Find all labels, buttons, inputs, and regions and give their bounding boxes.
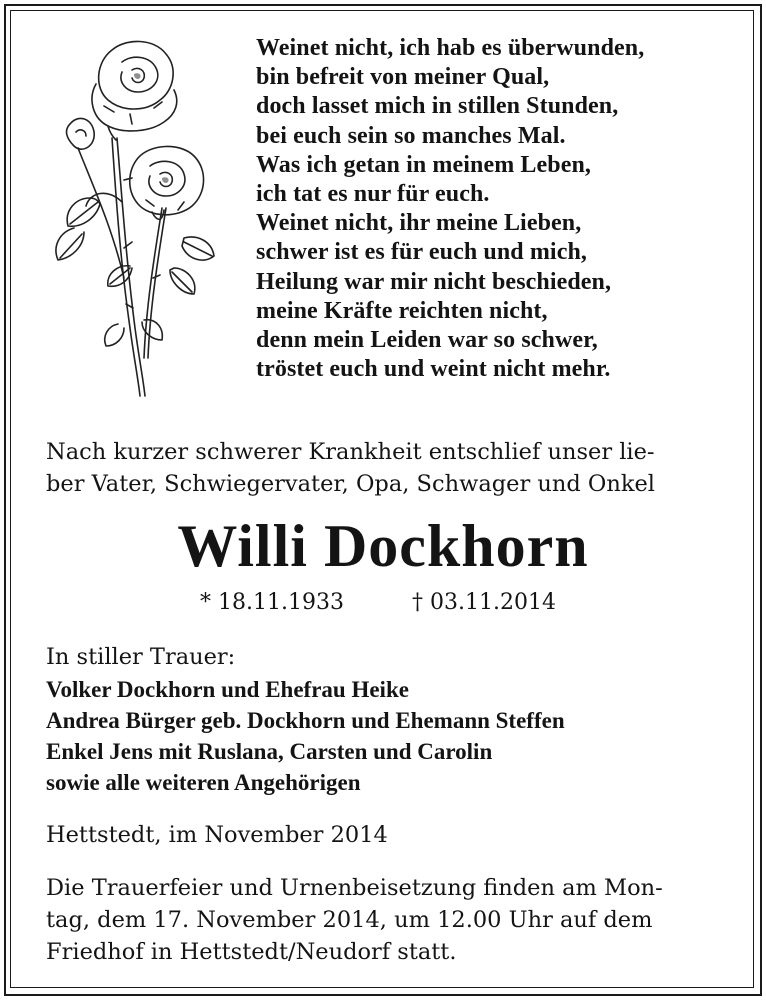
mourner-line: sowie alle weiteren Angehörigen <box>46 770 361 795</box>
intro-text <box>46 436 726 500</box>
rose-icon <box>34 28 224 408</box>
poem-line: schwer ist es für euch und mich, <box>256 239 587 266</box>
mourner-line: Andrea Bürger geb. Dockhorn und Ehemann Steffen <box>46 708 565 733</box>
poem <box>256 34 736 384</box>
mourner-line: Volker Dockhorn und Ehefrau Heike <box>46 677 409 702</box>
poem-line: Was ich getan in meinem Leben, <box>256 151 592 178</box>
funeral-notice <box>46 872 726 968</box>
poem-line: Weinet nicht, ihr meine Lieben, <box>256 210 582 237</box>
intro-line: Nach kurzer schwerer Krankheit entschlief unser lie- <box>46 439 655 465</box>
place-date: Hettstedt, im November 2014 <box>46 822 388 848</box>
poem-line: Heilung war mir nicht beschieden, <box>256 268 612 295</box>
poem-line: doch lasset mich in stillen Stunden, <box>256 93 619 120</box>
death-date: † 03.11.2014 <box>412 590 556 615</box>
funeral-line: tag, dem 17. November 2014, um 12.00 Uhr auf dem <box>46 907 653 933</box>
poem-line: Weinet nicht, ich hab es überwunden, <box>256 35 645 61</box>
poem-line: meine Kräfte reichten nicht, <box>256 297 548 324</box>
poem-line: tröstet euch und weint nicht mehr. <box>256 356 611 383</box>
mourner-line: Enkel Jens mit Ruslana, Carsten und Carolin <box>46 739 493 764</box>
funeral-line: Friedhof in Hettstedt/Neudorf statt. <box>46 939 457 965</box>
mourners-label: In stiller Trauer: <box>46 644 236 670</box>
poem-line: bin befreit von meiner Qual, <box>256 64 550 91</box>
intro-line: ber Vater, Schwiegervater, Opa, Schwager und Onkel <box>46 471 655 497</box>
poem-line: bei euch sein so manches Mal. <box>256 122 566 149</box>
birth-date: * 18.11.1933 <box>200 590 344 615</box>
poem-line: denn mein Leiden war so schwer, <box>256 327 598 354</box>
poem-line: ich tat es nur für euch. <box>256 181 490 208</box>
funeral-line: Die Trauerfeier und Urnenbeisetzung finden am Mon- <box>46 875 663 901</box>
deceased-name: Willi Dockhorn <box>177 513 589 579</box>
mourners-list <box>46 674 565 798</box>
